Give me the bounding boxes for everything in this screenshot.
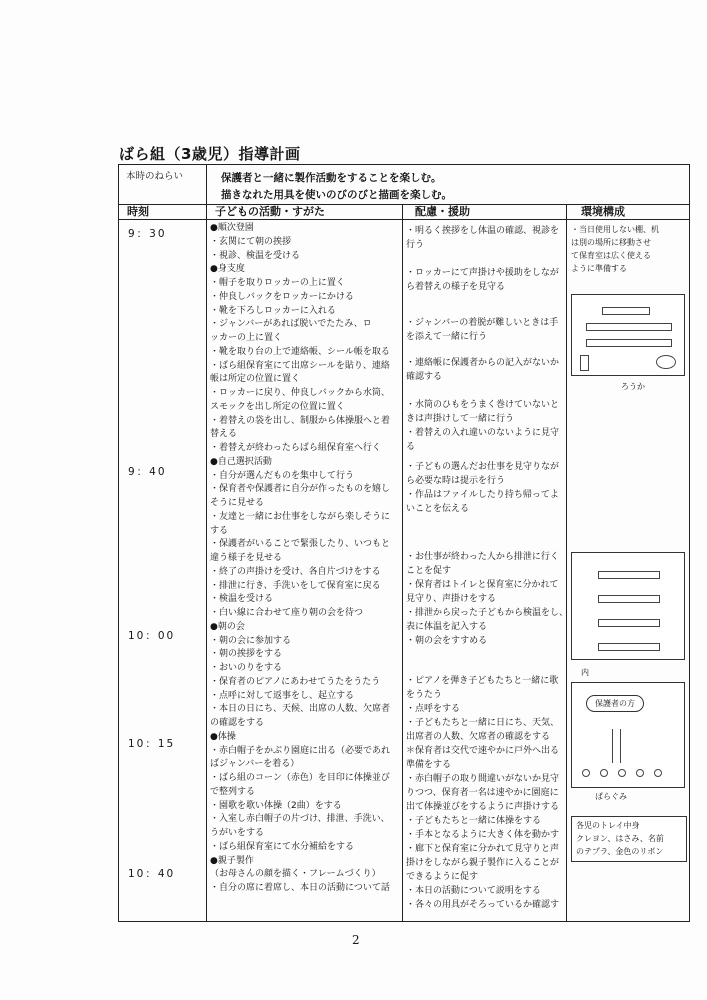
aim-text (207, 165, 690, 205)
support-line: 表に体温を記入する (406, 622, 488, 632)
table-shape (586, 339, 672, 347)
support-line: 見守り、声掛けをする (406, 594, 497, 604)
plan-body-row (119, 220, 690, 922)
activity-line: ・ロッカーに戻り、仲良しバックから水筒、 (210, 388, 390, 398)
activity-line: ・園歌を歌い体操（2曲）をする (210, 800, 342, 811)
activity-line: ・保育者や保護者に自分が作ったものを嬉し (210, 484, 391, 495)
materials-box (571, 816, 687, 862)
support-line: ら必要な時は提示を行う (406, 476, 506, 486)
hallway-label: ろうか (621, 382, 645, 391)
activity-line: ・本日の日にち、天候、出席の人数、欠席者 (210, 704, 391, 715)
activity-line: ・朝の挨拶をする (210, 649, 283, 660)
support-block (406, 266, 559, 294)
support-line: ・各々の用具がそろっているか確認す (406, 900, 560, 910)
support-column (403, 220, 567, 922)
activity-line: （お母さんの顔を描く・フレームづくり） (210, 869, 381, 880)
support-line: ことを促す (406, 566, 452, 576)
seat-shape (618, 769, 626, 777)
line-shape (620, 729, 622, 763)
header-time: 時刻 (119, 205, 207, 220)
activity-line: ・視診、検温を受ける (210, 250, 301, 261)
activity-line: で整列する (210, 786, 256, 797)
aim-label: 本時のねらい (119, 165, 207, 205)
support-line: ・廊下と保育室に分かれて見守りと声 (406, 844, 560, 854)
activity-line: ・おいのりをする (210, 663, 283, 673)
time-entry: 10：00 (128, 630, 176, 642)
activity-line: ・玄関にて朝の挨拶 (210, 236, 292, 247)
support-line: ・明るく挨拶をし体温の確認、視診を (406, 226, 560, 236)
activity-line: の確認をする (210, 718, 265, 728)
support-line: ・作品はファイルしたり持ち帰ってよ (406, 490, 559, 500)
activity-line: ●朝の会 (210, 621, 245, 632)
activity-line: 帳は所定の位置に置く (210, 374, 301, 385)
support-line: を添えて一緒に行う (406, 332, 488, 342)
support-line: ・点呼をする (406, 704, 461, 714)
support-block (406, 460, 559, 516)
time-column (119, 220, 207, 922)
support-block (406, 316, 558, 344)
activity-line: そうに見せる (210, 498, 265, 508)
support-line: ・ジャンバーの着脱が難しいときは手 (406, 318, 559, 328)
header-row (119, 205, 690, 220)
support-line: ・ロッカーにて声掛けや援助をしなが (406, 268, 559, 278)
support-line: ・着替えの入れ違いのないように見守 (406, 428, 560, 438)
support-line: 行う (406, 240, 425, 250)
support-block (406, 224, 559, 252)
page-title: ばら組（3歳児）指導計画 (119, 145, 301, 163)
activity-line: ・入室し赤白帽子の片づけ、排泄、手洗い、 (210, 814, 390, 825)
support-line: いことを伝える (406, 504, 470, 514)
materials-line: 各児のトレイ中身 (576, 821, 640, 830)
support-line: ・ピアノを弾き子どもたちと一緒に歌 (406, 676, 559, 686)
environment-note-line: ように準備する (571, 264, 627, 273)
activity-line: ・仲良しバックをロッカーにかける (210, 291, 354, 302)
activity-line: スモックを出し所定の位置に置く (210, 401, 345, 412)
activity-line: ・靴を取り台の上で連絡帳、シール帳を取る (210, 346, 390, 357)
table-shape (598, 571, 660, 579)
table-shape (598, 619, 660, 627)
table-shape (656, 355, 676, 369)
materials-line: クレヨン、はさみ、名前 (576, 834, 664, 843)
table-shape (598, 643, 660, 651)
activity-line: ●親子製作 (210, 855, 254, 866)
support-line: ・本日の活動について説明をする (406, 886, 541, 896)
support-line: ・赤白帽子の取り間違いがないか見守 (406, 774, 560, 784)
table-shape (598, 595, 660, 603)
time-entry: 9：30 (128, 228, 167, 240)
seat-shape (582, 769, 590, 777)
activity-line: ばジャンバーを着る） (210, 759, 300, 770)
time-entry: 10：40 (128, 868, 176, 880)
table-shape (586, 323, 672, 331)
support-block (406, 356, 559, 384)
activities-column (207, 220, 403, 922)
support-line: ・排泄から戻った子どもから検温をし、 (406, 608, 569, 618)
support-line: ・連絡帳に保護者からの記入がないか (406, 358, 560, 368)
aim-line: 描きなれた用具を使いのびのびと描画を楽しむ。 (221, 189, 452, 201)
activity-line: ・友達と一緒にお仕事をしながら楽しそうに (210, 511, 391, 522)
materials-list (576, 819, 664, 858)
environment-column (567, 220, 690, 922)
support-line: 準備をする (406, 760, 452, 770)
support-line: ・お仕事が終わった人から排泄に行く (406, 552, 559, 562)
activity-line: 違う様子を見せる (210, 553, 283, 563)
activity-line: ・着替えの袋を出し、制服から体操服へと着 (210, 415, 391, 426)
seat-shape (654, 769, 662, 777)
activity-line: ・ばら組のコーン（赤色）を目印に体操並び (210, 773, 390, 783)
activity-line: ●身支度 (210, 264, 245, 275)
parents-seating-sign: 保護者の方 (586, 695, 644, 712)
activity-line: ・赤白帽子をかぶり園庭に出る（必要であれ (210, 745, 391, 756)
environment-note-line: て保育室は広く使える (571, 251, 651, 260)
support-block (406, 674, 559, 912)
activity-line: ・着替えが終わったらばら組保育室へ行く (210, 443, 381, 453)
header-activities: 子どもの活動・すがた (207, 205, 403, 220)
support-line: ＊保育者は交代で速やかに戸外へ出る (406, 746, 560, 756)
activity-line: ・ばら組保育室にて水分補給をする (210, 841, 355, 852)
header-support: 配慮・援助 (403, 205, 567, 220)
support-line: 掛けをしながら親子製作に入ることが (406, 858, 560, 868)
room-layout-diagram-2 (571, 552, 685, 660)
support-line: 確認する (406, 372, 443, 382)
activity-line: ・保護者がいることで緊張したり、いつもと (210, 539, 391, 550)
support-line: をうたう (406, 690, 443, 700)
activity-line: ・終了の声掛けを受け、各自片づけをする (210, 566, 381, 577)
support-block (406, 550, 568, 648)
support-line: ら着替えの様子を見守る (406, 282, 506, 292)
support-line: ・水筒のひもをうまく巻けていないと (406, 400, 560, 410)
support-line: 出て体操並びをするように声掛けする (406, 802, 560, 812)
room-layout-diagram-1 (571, 294, 685, 376)
page-number: 2 (352, 933, 360, 947)
support-line: ・子どもの選んだお仕事を見守りなが (406, 462, 560, 472)
activity-line: ●体操 (210, 731, 236, 742)
support-line: る (406, 442, 416, 452)
seat-shape (600, 769, 608, 777)
activity-line: ・靴を下ろしロッカーに入れる (210, 305, 336, 316)
time-entry: 10：15 (128, 738, 176, 750)
support-line: ・子どもたちと一緒に日にち、天気、 (406, 718, 560, 728)
table-shape (602, 307, 650, 315)
classroom-label: ぱらぐみ (595, 792, 627, 801)
line-shape (612, 729, 614, 763)
room-layout-diagram-3 (571, 682, 685, 788)
activity-line: ッカーの上に置く (210, 333, 283, 343)
aim-row (119, 165, 690, 205)
activity-line: ・検温を受ける (210, 594, 274, 605)
support-line: きは声掛けして一緒に行う (406, 414, 515, 424)
support-line: ・手本となるように大きく体を動かす (406, 830, 560, 840)
activity-line: 替える (210, 429, 238, 440)
activity-line: ・保育者のピアノにあわせてうたをうたう (210, 676, 381, 687)
lesson-plan-table (118, 164, 690, 922)
activity-line: ・朝の会に参加する (210, 635, 292, 646)
activity-line: する (210, 525, 229, 536)
seat-shape (636, 769, 644, 777)
activity-line: ・白い線に合わせて座り朝の会を待つ (210, 608, 364, 618)
door-shape (580, 355, 589, 371)
environment-note-line: は別の場所に移動させ (571, 238, 651, 247)
aim-line: 保護者と一緒に製作活動をすることを楽しむ。 (221, 172, 442, 184)
activities-list (210, 222, 390, 896)
environment-note-line: ・当日使用しない棚、机 (571, 225, 659, 234)
support-line: ・朝の会をすすめる (406, 636, 488, 646)
time-entry: 9：40 (128, 466, 167, 478)
environment-note (571, 223, 659, 275)
activity-line: ●自己選択活動 (210, 456, 272, 467)
activity-line: ・帽子を取りロッカーの上に置く (210, 278, 345, 288)
support-line: ・子どもたちと一緒に体操をする (406, 816, 542, 826)
header-environment: 環境構成 (567, 205, 690, 220)
activity-line: ・自分の席に着席し、本日の活動について話 (210, 883, 390, 893)
activity-line: うがいをする (210, 828, 265, 838)
activity-line: ・自分が選んだものを集中して行う (210, 470, 355, 481)
support-line: ・保育者はトイレと保育室に分かれて (406, 580, 559, 590)
activity-line: ・排泄に行き、手洗いをして保育室に戻る (210, 580, 381, 591)
support-line: りつつ、保育者一名は速やかに園庭に (406, 788, 559, 798)
activity-line: ・ジャンバーがあれば脱いでたたみ、ロ (210, 319, 372, 330)
support-line: 出席者の人数、欠席者の確認をする (406, 732, 551, 742)
activity-line: ●順次登園 (210, 223, 254, 233)
support-block (406, 398, 559, 454)
materials-line: のテプラ、金色のリボン (576, 847, 664, 856)
door-label: 内 (581, 668, 589, 677)
activity-line: ・ばら組保育室にて出席シールを貼り、連絡 (210, 360, 390, 371)
support-line: できるように促す (406, 872, 479, 882)
activity-line: ・点呼に対して返事をし、起立する (210, 690, 355, 701)
